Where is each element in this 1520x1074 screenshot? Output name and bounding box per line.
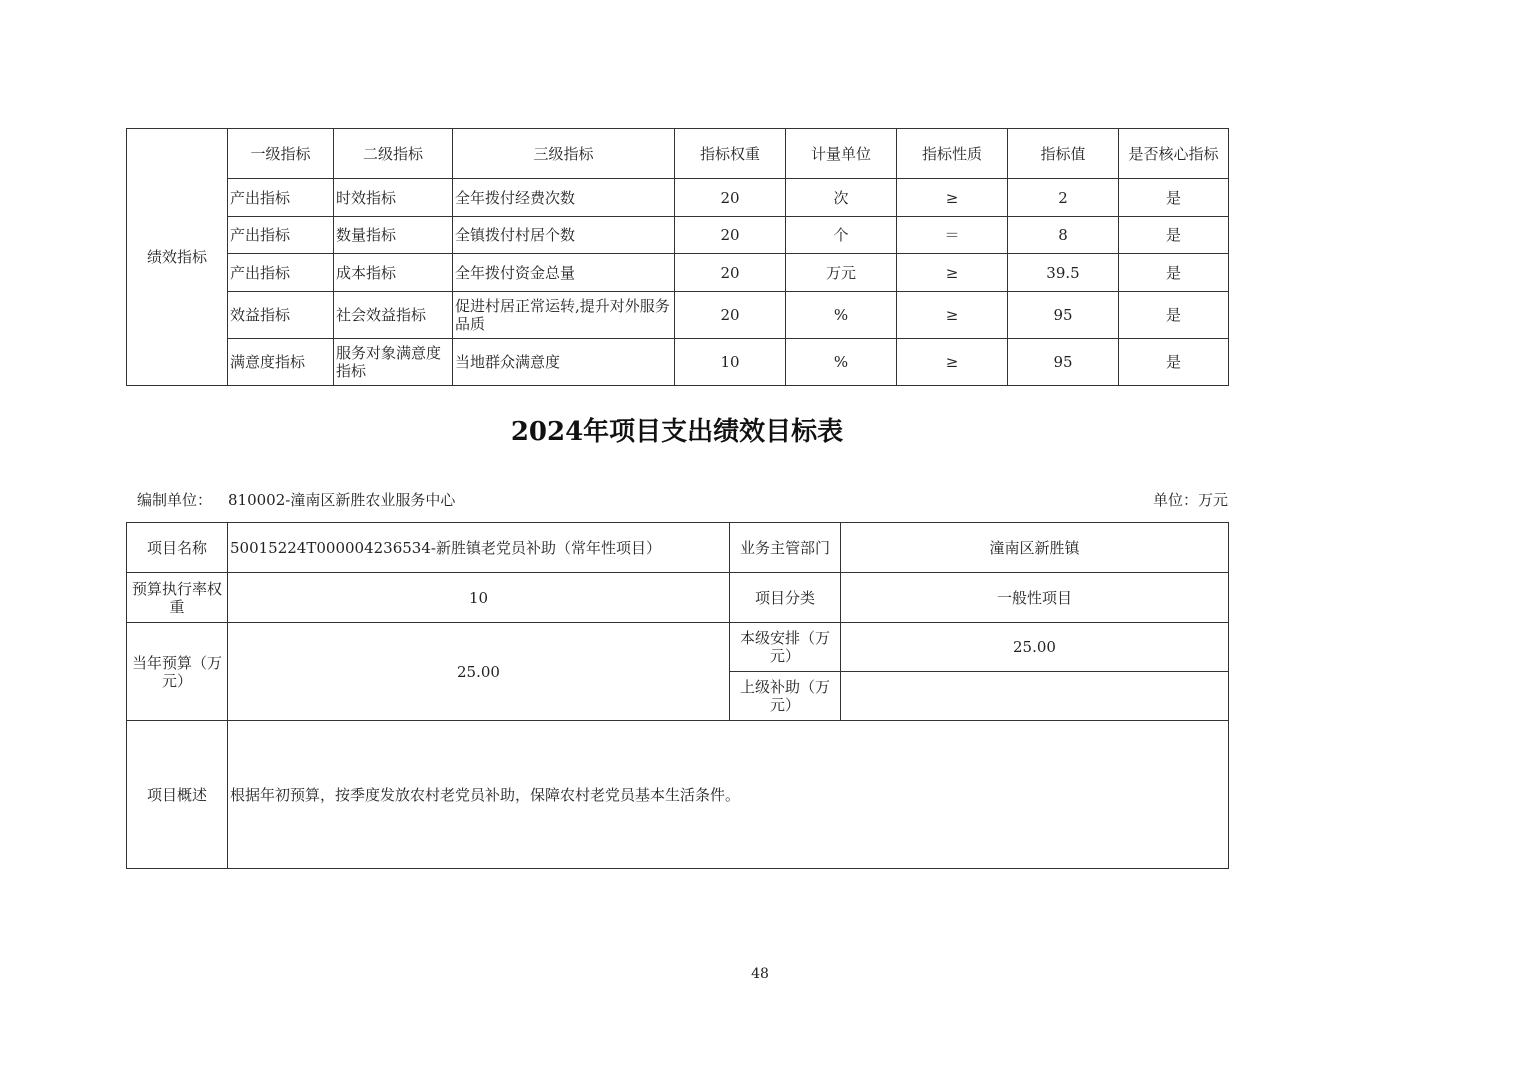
nature-cell: ≥ bbox=[897, 254, 1008, 292]
budget-value: 25.00 bbox=[228, 623, 730, 721]
core-cell: 是 bbox=[1119, 179, 1229, 217]
core-cell: 是 bbox=[1119, 254, 1229, 292]
table-header-row bbox=[127, 129, 1229, 179]
unit-cell: % bbox=[786, 292, 897, 339]
page-title: 2024年项目支出绩效目标表 bbox=[510, 417, 844, 447]
performance-indicator-table bbox=[126, 128, 1229, 386]
section-label: 绩效指标 bbox=[127, 129, 228, 386]
org-value: 810002-潼南区新胜农业服务中心 bbox=[228, 491, 456, 509]
table-row bbox=[127, 623, 1229, 672]
value-cell: 2 bbox=[1008, 179, 1119, 217]
level2-cell: 时效指标 bbox=[334, 179, 453, 217]
header-cell: 二级指标 bbox=[334, 129, 453, 179]
category-label: 项目分类 bbox=[730, 573, 841, 623]
table-row bbox=[127, 217, 1229, 254]
header-cell: 指标值 bbox=[1008, 129, 1119, 179]
table-row bbox=[127, 292, 1229, 339]
nature-cell: ≥ bbox=[897, 339, 1008, 386]
unit-cell: 万元 bbox=[786, 254, 897, 292]
org-info bbox=[137, 489, 456, 510]
level2-cell: 成本指标 bbox=[334, 254, 453, 292]
level2-cell: 数量指标 bbox=[334, 217, 453, 254]
value-cell: 8 bbox=[1008, 217, 1119, 254]
table-row bbox=[127, 573, 1229, 623]
upper-subsidy-value bbox=[841, 672, 1229, 721]
level1-cell: 效益指标 bbox=[228, 292, 334, 339]
project-name-label: 项目名称 bbox=[127, 523, 228, 573]
local-arrangement-value: 25.00 bbox=[841, 623, 1229, 672]
unit-cell: 次 bbox=[786, 179, 897, 217]
level3-cell: 当地群众满意度 bbox=[453, 339, 675, 386]
header-cell: 计量单位 bbox=[786, 129, 897, 179]
level3-cell: 全年拨付资金总量 bbox=[453, 254, 675, 292]
core-cell: 是 bbox=[1119, 339, 1229, 386]
weight-cell: 20 bbox=[675, 254, 786, 292]
weight-value: 10 bbox=[228, 573, 730, 623]
weight-cell: 20 bbox=[675, 217, 786, 254]
project-info-table bbox=[126, 522, 1229, 869]
nature-cell: ≥ bbox=[897, 179, 1008, 217]
header-cell: 一级指标 bbox=[228, 129, 334, 179]
unit-cell: % bbox=[786, 339, 897, 386]
page-number: 48 bbox=[751, 966, 769, 982]
dept-value: 潼南区新胜镇 bbox=[841, 523, 1229, 573]
header-cell: 是否核心指标 bbox=[1119, 129, 1229, 179]
nature-cell: ≥ bbox=[897, 292, 1008, 339]
header-cell: 指标权重 bbox=[675, 129, 786, 179]
overview-value: 根据年初预算，按季度发放农村老党员补助，保障农村老党员基本生活条件。 bbox=[228, 721, 1229, 869]
level3-cell: 全镇拨付村居个数 bbox=[453, 217, 675, 254]
table-row bbox=[127, 721, 1229, 869]
table-row bbox=[127, 339, 1229, 386]
level1-cell: 产出指标 bbox=[228, 179, 334, 217]
upper-subsidy-label: 上级补助（万元） bbox=[730, 672, 841, 721]
level3-cell: 促进村居正常运转,提升对外服务品质 bbox=[453, 292, 675, 339]
weight-cell: 20 bbox=[675, 179, 786, 217]
dept-label: 业务主管部门 bbox=[730, 523, 841, 573]
budget-label: 当年预算（万元） bbox=[127, 623, 228, 721]
value-cell: 95 bbox=[1008, 292, 1119, 339]
weight-cell: 10 bbox=[675, 339, 786, 386]
level2-cell: 服务对象满意度指标 bbox=[334, 339, 453, 386]
table-row bbox=[127, 254, 1229, 292]
level3-cell: 全年拨付经费次数 bbox=[453, 179, 675, 217]
level1-cell: 产出指标 bbox=[228, 217, 334, 254]
header-cell: 三级指标 bbox=[453, 129, 675, 179]
value-cell: 39.5 bbox=[1008, 254, 1119, 292]
table-row bbox=[127, 523, 1229, 573]
project-name-value: 50015224T000004236534-新胜镇老党员补助（常年性项目） bbox=[228, 523, 730, 573]
overview-label: 项目概述 bbox=[127, 721, 228, 869]
nature-cell: ＝ bbox=[897, 217, 1008, 254]
table-row bbox=[127, 179, 1229, 217]
value-cell: 95 bbox=[1008, 339, 1119, 386]
header-cell: 指标性质 bbox=[897, 129, 1008, 179]
level2-cell: 社会效益指标 bbox=[334, 292, 453, 339]
level1-cell: 产出指标 bbox=[228, 254, 334, 292]
core-cell: 是 bbox=[1119, 217, 1229, 254]
weight-cell: 20 bbox=[675, 292, 786, 339]
core-cell: 是 bbox=[1119, 292, 1229, 339]
category-value: 一般性项目 bbox=[841, 573, 1229, 623]
local-arrangement-label: 本级安排（万元） bbox=[730, 623, 841, 672]
level1-cell: 满意度指标 bbox=[228, 339, 334, 386]
unit-label: 单位：万元 bbox=[1152, 491, 1228, 509]
unit-cell: 个 bbox=[786, 217, 897, 254]
org-label: 编制单位： bbox=[137, 491, 213, 509]
weight-label: 预算执行率权重 bbox=[127, 573, 228, 623]
